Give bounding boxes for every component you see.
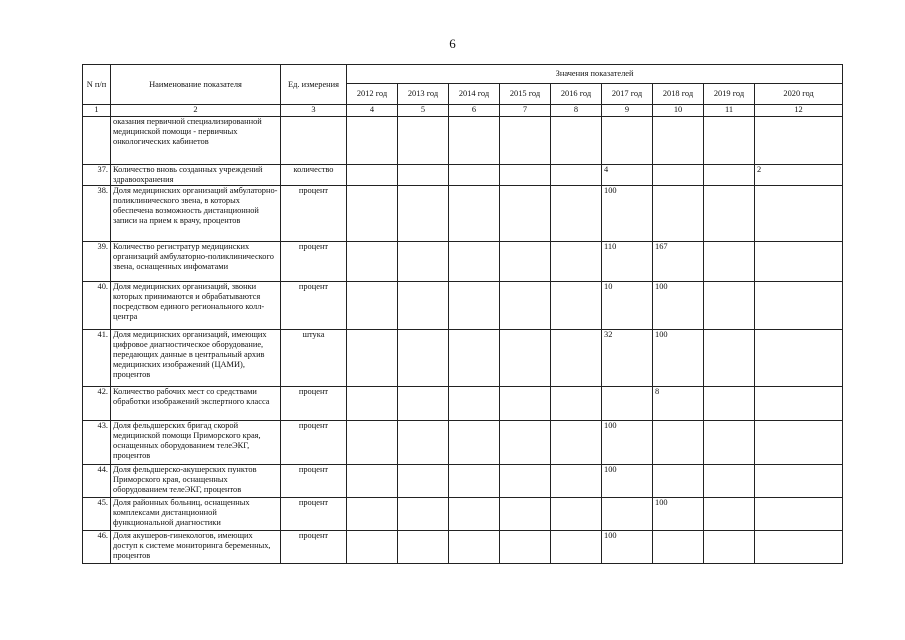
indicator-value <box>653 421 704 465</box>
column-number: 3 <box>281 105 347 117</box>
indicator-value <box>755 186 843 242</box>
indicator-value <box>500 117 551 165</box>
header-year: 2017 год <box>602 84 653 105</box>
indicator-value <box>602 117 653 165</box>
indicator-unit <box>281 117 347 165</box>
indicator-value <box>500 531 551 564</box>
indicator-value <box>551 282 602 330</box>
indicator-unit: процент <box>281 282 347 330</box>
indicator-name: Количество рабочих мест со средствами обработки изображений экспертного класса <box>111 387 281 421</box>
indicator-value <box>755 117 843 165</box>
indicator-value <box>704 165 755 186</box>
indicator-name: Доля фельдшерских бригад скорой медицинской помощи Приморского края, оснащенных оборудованием телеЭКГ, процентов <box>111 421 281 465</box>
header-num: N п/п <box>83 65 111 105</box>
indicator-value <box>704 330 755 387</box>
row-number: 42. <box>83 387 111 421</box>
column-number: 10 <box>653 105 704 117</box>
indicator-name: Количество вновь созданных учреждений здравоохранения <box>111 165 281 186</box>
indicator-value <box>704 242 755 282</box>
table-row <box>83 387 843 421</box>
indicator-value <box>704 421 755 465</box>
indicator-unit: процент <box>281 186 347 242</box>
indicator-name: Доля медицинских организаций амбулаторно-поликлинического звена, в которых обеспечена возможность дистанционной записи на прием к врачу, процентов <box>111 186 281 242</box>
indicator-unit: процент <box>281 242 347 282</box>
indicator-name: Доля медицинских организаций, звонки которых принимаются и обрабатываются посредством единого регионального колл-центра <box>111 282 281 330</box>
indicators-table <box>82 64 843 564</box>
indicator-value <box>500 186 551 242</box>
indicator-value <box>347 165 398 186</box>
indicator-value <box>500 421 551 465</box>
table-body <box>83 117 843 564</box>
indicator-value <box>449 387 500 421</box>
indicator-unit: штука <box>281 330 347 387</box>
indicator-value <box>704 186 755 242</box>
indicator-value <box>755 498 843 531</box>
indicator-value <box>347 186 398 242</box>
indicator-value <box>398 387 449 421</box>
indicator-name: оказания первичной специализированной медицинской помощи - первичных онкологических кабинетов <box>111 117 281 165</box>
indicator-value <box>398 421 449 465</box>
indicator-value <box>347 498 398 531</box>
indicator-value <box>398 465 449 498</box>
indicator-unit: процент <box>281 465 347 498</box>
column-number: 11 <box>704 105 755 117</box>
indicator-value <box>449 465 500 498</box>
indicator-value <box>500 498 551 531</box>
header-year: 2014 год <box>449 84 500 105</box>
header-column-numbers-row <box>83 105 843 117</box>
indicator-unit: количество <box>281 165 347 186</box>
indicator-value <box>653 186 704 242</box>
indicator-unit: процент <box>281 531 347 564</box>
indicator-value: 32 <box>602 330 653 387</box>
indicator-value <box>347 282 398 330</box>
indicator-value <box>755 531 843 564</box>
indicator-value: 10 <box>602 282 653 330</box>
header-year: 2018 год <box>653 84 704 105</box>
indicator-value <box>500 242 551 282</box>
indicator-unit: процент <box>281 421 347 465</box>
table-row <box>83 498 843 531</box>
table-row <box>83 165 843 186</box>
indicator-value <box>398 282 449 330</box>
indicator-value <box>551 242 602 282</box>
indicator-value <box>398 165 449 186</box>
indicator-value <box>551 387 602 421</box>
header-values: Значения показателей <box>347 65 843 84</box>
indicator-value <box>347 421 398 465</box>
indicator-value <box>704 387 755 421</box>
indicator-value <box>551 117 602 165</box>
indicator-value <box>449 421 500 465</box>
indicator-value <box>500 387 551 421</box>
indicator-value <box>398 531 449 564</box>
indicator-value <box>602 498 653 531</box>
indicator-value <box>551 531 602 564</box>
indicator-value <box>347 117 398 165</box>
indicator-value <box>704 282 755 330</box>
indicator-value <box>398 117 449 165</box>
row-number: 41. <box>83 330 111 387</box>
indicator-value <box>449 498 500 531</box>
indicator-name: Количество регистратур медицинских организаций амбулаторно-поликлинического звена, оснащенных инфоматами <box>111 242 281 282</box>
indicator-value <box>551 421 602 465</box>
row-number: 46. <box>83 531 111 564</box>
indicator-value <box>398 242 449 282</box>
header-year: 2019 год <box>704 84 755 105</box>
header-year: 2016 год <box>551 84 602 105</box>
indicator-value: 100 <box>602 531 653 564</box>
indicator-value: 167 <box>653 242 704 282</box>
indicator-value <box>449 282 500 330</box>
indicator-value: 100 <box>653 330 704 387</box>
indicator-value <box>347 531 398 564</box>
indicator-name: Доля фельдшерско-акушерских пунктов Приморского края, оснащенных оборудованием телеЭКГ, процентов <box>111 465 281 498</box>
indicator-value <box>551 330 602 387</box>
indicator-value <box>500 282 551 330</box>
row-number: 39. <box>83 242 111 282</box>
indicator-value <box>755 387 843 421</box>
table-row <box>83 465 843 498</box>
row-number: 38. <box>83 186 111 242</box>
indicator-value: 110 <box>602 242 653 282</box>
indicator-value <box>755 282 843 330</box>
page-number: 6 <box>449 36 456 51</box>
indicator-unit: процент <box>281 387 347 421</box>
indicator-value <box>347 242 398 282</box>
row-number: 37. <box>83 165 111 186</box>
row-number: 40. <box>83 282 111 330</box>
indicator-value <box>449 186 500 242</box>
indicator-name: Доля медицинских организаций, имеющих цифровое диагностическое оборудование, передающих данные в центральный архив медицинских изображений (ЦАМИ), процентов <box>111 330 281 387</box>
indicator-value <box>602 387 653 421</box>
header-year: 2013 год <box>398 84 449 105</box>
row-number <box>83 117 111 165</box>
indicator-value <box>653 117 704 165</box>
indicator-value <box>500 165 551 186</box>
table-row <box>83 421 843 465</box>
table-row <box>83 242 843 282</box>
row-number: 43. <box>83 421 111 465</box>
column-number: 5 <box>398 105 449 117</box>
indicator-value <box>398 186 449 242</box>
indicator-value <box>653 531 704 564</box>
column-number: 12 <box>755 105 843 117</box>
indicator-value <box>449 242 500 282</box>
table-row <box>83 186 843 242</box>
indicator-value <box>755 330 843 387</box>
indicator-value <box>755 421 843 465</box>
column-number: 1 <box>83 105 111 117</box>
indicator-value <box>755 242 843 282</box>
indicator-value: 100 <box>602 421 653 465</box>
indicator-value <box>347 465 398 498</box>
indicator-value <box>551 498 602 531</box>
indicator-value <box>704 531 755 564</box>
indicator-value <box>704 465 755 498</box>
indicator-value <box>398 330 449 387</box>
indicator-value <box>653 465 704 498</box>
indicator-value: 4 <box>602 165 653 186</box>
header-year: 2020 год <box>755 84 843 105</box>
indicator-value <box>347 387 398 421</box>
indicator-value: 100 <box>653 498 704 531</box>
row-number: 44. <box>83 465 111 498</box>
table-header <box>83 65 843 117</box>
indicator-value: 100 <box>653 282 704 330</box>
indicator-name: Доля районных больниц, оснащенных комплексами дистанционной функциональной диагностики <box>111 498 281 531</box>
header-name: Наименование показателя <box>111 65 281 105</box>
indicator-value <box>500 330 551 387</box>
indicator-name: Доля акушеров-гинекологов, имеющих доступ к системе мониторинга беременных, процентов <box>111 531 281 564</box>
column-number: 8 <box>551 105 602 117</box>
header-unit: Ед. измерения <box>281 65 347 105</box>
indicator-value <box>653 165 704 186</box>
header-year: 2012 год <box>347 84 398 105</box>
column-number: 7 <box>500 105 551 117</box>
indicator-value <box>449 531 500 564</box>
indicator-value <box>704 498 755 531</box>
indicator-value <box>500 465 551 498</box>
indicator-value: 100 <box>602 465 653 498</box>
indicator-value <box>398 498 449 531</box>
indicator-value: 8 <box>653 387 704 421</box>
table-row <box>83 117 843 165</box>
column-number: 4 <box>347 105 398 117</box>
column-number: 2 <box>111 105 281 117</box>
indicator-value: 100 <box>602 186 653 242</box>
column-number: 6 <box>449 105 500 117</box>
indicator-value <box>347 330 398 387</box>
indicator-value: 2 <box>755 165 843 186</box>
row-number: 45. <box>83 498 111 531</box>
indicator-value <box>449 165 500 186</box>
indicator-value <box>551 465 602 498</box>
table-row <box>83 531 843 564</box>
indicator-value <box>449 330 500 387</box>
indicator-value <box>755 465 843 498</box>
indicator-value <box>704 117 755 165</box>
table-row <box>83 330 843 387</box>
table-row <box>83 282 843 330</box>
column-number: 9 <box>602 105 653 117</box>
indicator-unit: процент <box>281 498 347 531</box>
header-year: 2015 год <box>500 84 551 105</box>
indicator-value <box>551 165 602 186</box>
indicator-value <box>551 186 602 242</box>
indicator-value <box>449 117 500 165</box>
